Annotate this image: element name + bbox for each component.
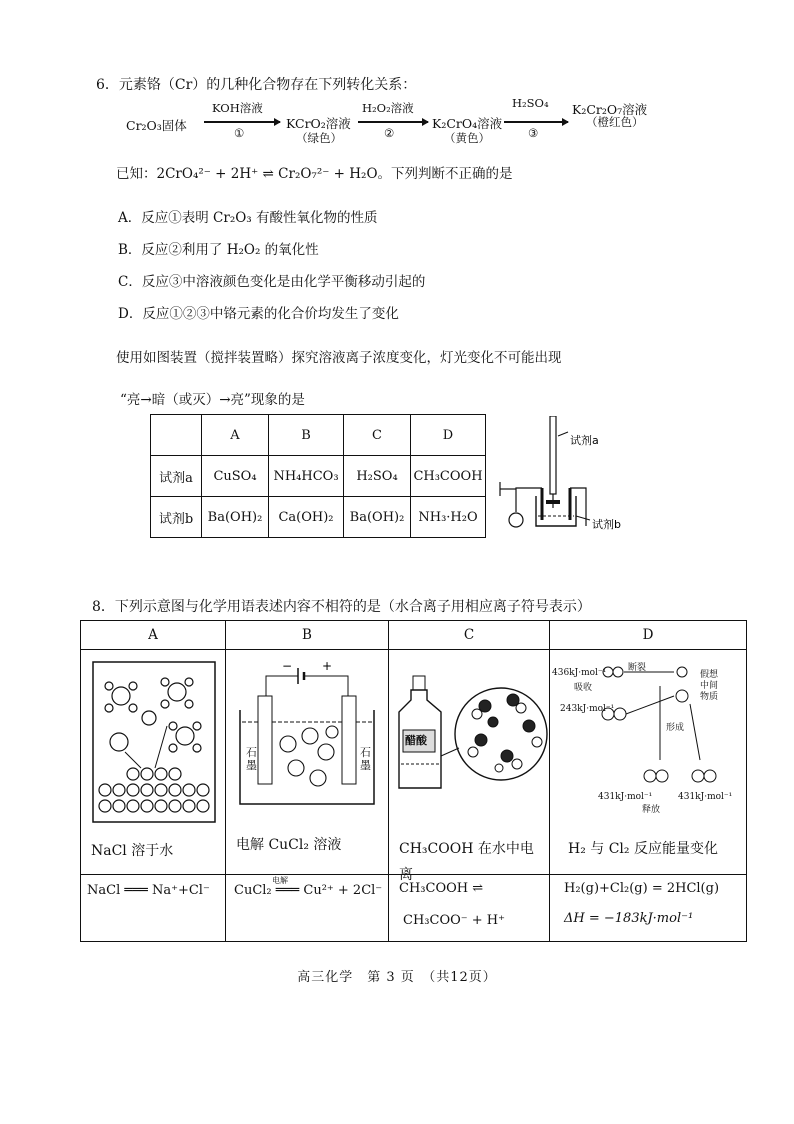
chain-p2-note: （黄色） <box>444 131 490 145</box>
burette <box>550 416 556 494</box>
equation-c-line2: CH₃COO⁻ + H⁺ <box>403 913 505 928</box>
equation-c-line1: CH₃COOH ⇌ <box>399 881 484 896</box>
conductivity-apparatus <box>496 416 656 546</box>
q8-caption-a: NaCl 溶于水 <box>91 843 174 859</box>
chain-p1-note: （绿色） <box>296 131 342 145</box>
q8-equation-b <box>226 875 389 942</box>
table-row <box>81 650 747 875</box>
bulb-icon <box>509 513 523 527</box>
equation-d-line1: H₂(g)+Cl₂(g) = 2HCl(g) <box>564 881 720 896</box>
chain-p2: K₂CrO₄溶液 <box>432 116 503 131</box>
label-absorb: 吸收 <box>574 683 593 693</box>
q6-option-a: A．反应①表明 Cr₂O₃ 有酸性氧化物的性质 <box>118 210 378 226</box>
chain-start: Cr₂O₃固体 <box>126 118 187 133</box>
acetic-acid-diagram <box>389 656 549 806</box>
q8-caption-c: CH₃COOH 在水中电离 <box>399 841 534 883</box>
q8-picture-a <box>81 650 226 875</box>
chain-p3: K₂Cr₂O₇溶液 <box>572 102 648 117</box>
burette-stopcock <box>546 500 560 504</box>
q8-table <box>80 620 747 942</box>
q8-header-a: A <box>81 621 226 650</box>
q6-conversion-chain <box>126 96 686 150</box>
q8-equation-d <box>550 875 747 942</box>
row-label: 试剂a <box>151 456 202 497</box>
r1-bottom: ① <box>234 126 245 140</box>
arrow-3 <box>504 121 568 123</box>
q8-equation-a <box>81 875 226 942</box>
q8-stem: 8．下列示意图与化学用语表述内容不相符的是（水合离子用相应离子符号表示） <box>92 599 591 615</box>
q7-stem-line1: 使用如图装置（搅拌装置略）探究溶液离子浓度变化，灯光变化不可能出现 <box>116 350 562 366</box>
table-cell: CH₃COOH <box>411 456 486 497</box>
equation-b: CuCl₂ ═══ Cu²⁺ + 2Cl⁻ <box>234 883 383 898</box>
table-header-c: C <box>344 415 411 456</box>
r2-bottom: ② <box>384 126 395 140</box>
q8-header-c: C <box>389 621 550 650</box>
q6-stem: 6．元素铬（Cr）的几种化合物存在下列转化关系： <box>96 77 417 93</box>
q8-caption-b: 电解 CuCl₂ 溶液 <box>236 837 342 853</box>
table-header-d: D <box>411 415 486 456</box>
bottle-stopper <box>413 676 425 690</box>
energy-label-243: 243kJ·mol⁻¹ <box>560 704 615 714</box>
page-footer: 高三化学 第 3 页 （共12页） <box>297 970 497 985</box>
q7-stem-line2: “亮→暗（或灭）→亮”现象的是 <box>120 392 305 408</box>
table-header-a: A <box>202 415 269 456</box>
electrolysis-diagram <box>226 656 388 816</box>
q7-table <box>150 414 486 538</box>
nacl-dissolution-diagram <box>81 656 225 826</box>
table-row <box>151 456 486 497</box>
bottle-label: 醋酸 <box>405 734 427 747</box>
table-cell: CuSO₄ <box>202 456 269 497</box>
row-label: 试剂b <box>151 497 202 538</box>
q6-option-d: D．反应①②③中铬元素的化合价均发生了变化 <box>118 306 399 322</box>
table-cell: H₂SO₄ <box>344 456 411 497</box>
table-header-row <box>151 415 486 456</box>
arrow-1 <box>204 121 280 123</box>
electrode-label-right: 石墨 <box>360 746 371 772</box>
label-reagent-b: 试剂b <box>592 518 621 531</box>
q8-header-d: D <box>550 621 747 650</box>
table-cell: Ba(OH)₂ <box>344 497 411 538</box>
energy-label-431-left: 431kJ·mol⁻¹ <box>598 792 653 802</box>
table-header-row <box>81 621 747 650</box>
q8-picture-c <box>389 650 550 883</box>
r1-top: KOH溶液 <box>212 101 263 115</box>
q8-picture-b <box>226 650 389 875</box>
label-release: 释放 <box>642 805 661 815</box>
svg-text:+: + <box>322 659 333 673</box>
q6-known: 已知：2CrO₄²⁻ + 2H⁺ ⇌ Cr₂O₇²⁻ + H₂O。下列判断不正确的是 <box>116 166 513 182</box>
equation-a: NaCl ═══ Na⁺+Cl⁻ <box>87 883 210 898</box>
label-form: 形成 <box>666 723 685 733</box>
q8-equation-c <box>389 875 550 942</box>
electrode-label-left: 石墨 <box>246 746 257 772</box>
chain-p1: KCrO₂溶液 <box>286 116 351 131</box>
r2-top: H₂O₂溶液 <box>362 101 414 115</box>
table-cell: NH₃·H₂O <box>411 497 486 538</box>
energy-label-431-right: 431kJ·mol⁻¹ <box>678 792 733 802</box>
label-break: 断裂 <box>628 663 647 673</box>
q6-option-c: C．反应③中溶液颜色变化是由化学平衡移动引起的 <box>118 274 426 290</box>
table-header-b: B <box>269 415 344 456</box>
svg-text:−: − <box>282 659 293 673</box>
electrode-left <box>258 696 272 784</box>
energy-label-436: 436kJ·mol⁻¹ <box>552 668 607 678</box>
table-cell <box>151 415 202 456</box>
table-cell: NH₄HCO₃ <box>269 456 344 497</box>
label-reagent-a: 试剂a <box>570 434 599 447</box>
chain-p3-note: （橙红色） <box>586 115 644 129</box>
equation-d-line2: ΔH = −183kJ·mol⁻¹ <box>564 911 694 926</box>
table-row <box>151 497 486 538</box>
arrow-2 <box>358 121 428 123</box>
q8-header-b: B <box>226 621 389 650</box>
q8-caption-d: H₂ 与 Cl₂ 反应能量变化 <box>568 841 718 857</box>
table-cell: Ca(OH)₂ <box>269 497 344 538</box>
electrode-right <box>342 696 356 784</box>
table-row <box>81 875 747 942</box>
q6-option-b: B．反应②利用了 H₂O₂ 的氧化性 <box>118 242 319 258</box>
table-cell: Ba(OH)₂ <box>202 497 269 538</box>
electrolysis-condition: 电解 <box>272 876 288 885</box>
q8-picture-d <box>550 650 747 875</box>
r3-bottom: ③ <box>528 126 539 140</box>
label-intermediate: 假想中间物质 <box>700 670 719 702</box>
r3-top: H₂SO₄ <box>512 96 549 110</box>
